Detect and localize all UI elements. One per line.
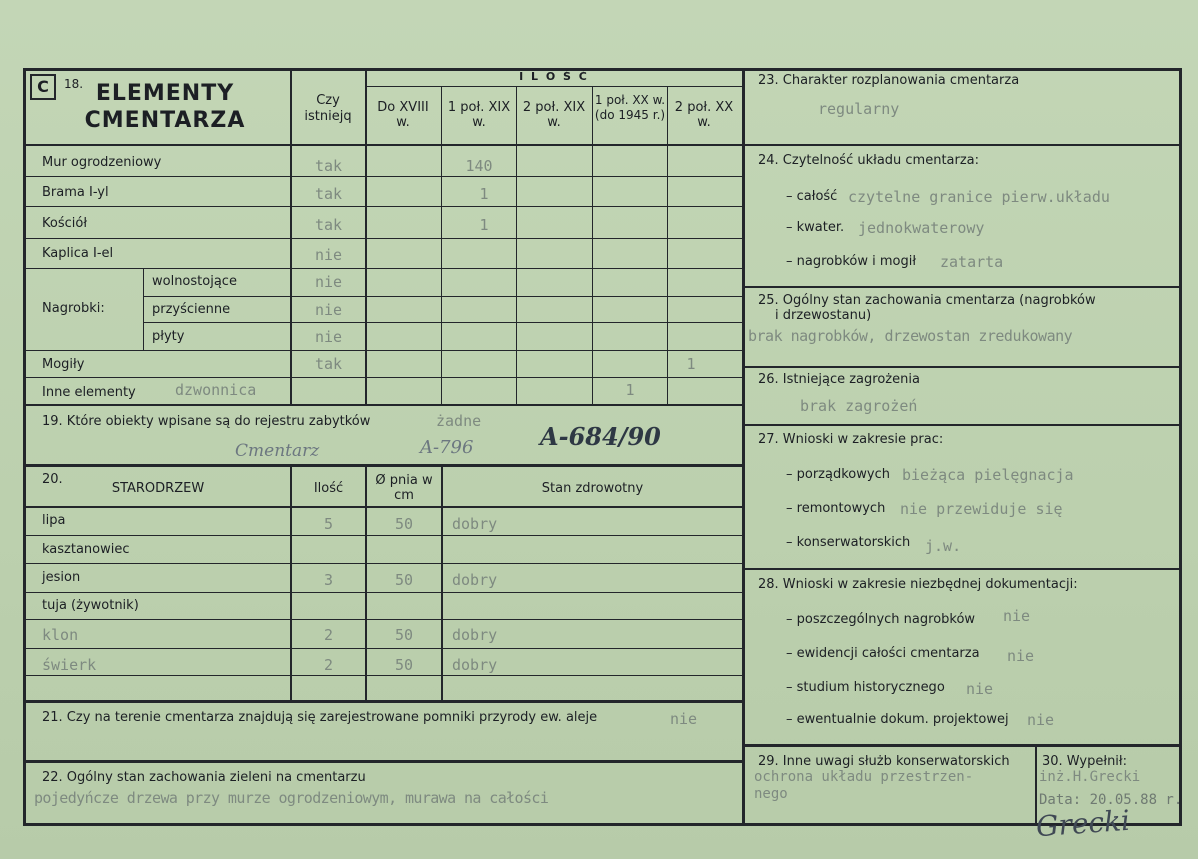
q30-label: 30. Wypełnił:	[1042, 754, 1127, 769]
quantity-value: 140	[465, 157, 493, 175]
q29-value: ochrona układu przestrzen-	[754, 769, 974, 785]
q25-value: brak nagrobków, drzewostan zredukowany	[748, 327, 1073, 345]
section-title-1: ELEMENTY	[95, 81, 235, 106]
quantity-value: 1	[625, 381, 635, 399]
tree-count: 2	[323, 656, 334, 674]
tree-name: kasztanowiec	[42, 542, 130, 557]
exists-value: nie	[314, 246, 343, 264]
q24-item-label: – kwater.	[786, 220, 845, 235]
exists-value: nie	[314, 301, 343, 319]
q25-label: i drzewostanu)	[775, 308, 872, 323]
nagrobki-label: Nagrobki:	[42, 301, 105, 316]
ilosc-header: I L O Ś Ć	[519, 70, 589, 83]
tree-diameter: 50	[394, 571, 414, 589]
tree-state: dobry	[452, 571, 498, 589]
q28-item-value: nie	[1007, 647, 1035, 665]
q28-item-label: – ewidencji całości cmentarza	[786, 646, 980, 661]
q22-value: pojedyńcze drzewa przy murze ogrodzeniowym, murawa na całości	[34, 789, 549, 807]
q19-label: 19. Które obiekty wpisane są do rejestru zabytków	[42, 414, 371, 429]
exists-value: nie	[314, 273, 343, 291]
inne-value: dzwonnica	[175, 381, 257, 399]
q24-item-value: czytelne granice pierw.układu	[848, 188, 1110, 206]
tree-name: świerk	[42, 656, 97, 674]
tree-diameter: 50	[394, 656, 414, 674]
q28-item-value: nie	[1027, 711, 1055, 729]
s21-bottom	[26, 760, 742, 763]
period-header: Do XVIII w.	[377, 100, 429, 130]
tree-name: klon	[42, 626, 79, 644]
corner-letter-box: C	[30, 74, 56, 100]
row-label: wolnostojące	[152, 274, 237, 289]
q28-item-value: nie	[966, 680, 994, 698]
row-label: Inne elementy	[42, 385, 136, 400]
q24-item-label: – całość	[786, 189, 838, 204]
row-label: Kościół	[42, 216, 88, 231]
q24-item-value: jednokwaterowy	[858, 219, 985, 237]
q24-item-value: zatarta	[940, 253, 1004, 271]
period-header: 2 poł. XX w.	[674, 100, 734, 130]
q27-item-label: – porządkowych	[786, 467, 890, 482]
q27-item-label: – remontowych	[786, 501, 886, 516]
q28-item-label: – ewentualnie dokum. projektowej	[786, 712, 1009, 727]
q20-col-ilosc: Ilość	[313, 481, 344, 496]
exists-value: nie	[314, 328, 343, 346]
row-label: przyścienne	[152, 302, 231, 317]
q27-item-label: – konserwatorskich	[786, 535, 911, 550]
q19-value: żadne	[436, 412, 482, 430]
quantity-value: 1	[686, 355, 696, 373]
signature: Grecki	[1034, 803, 1131, 844]
quantity-value: 1	[479, 216, 489, 234]
q27-item-value: nie przewiduje się	[900, 500, 1063, 518]
q28-item-value: nie	[1003, 607, 1031, 625]
period-header: 1 poł. XX w. (do 1945 r.)	[594, 93, 666, 122]
tree-diameter: 50	[394, 626, 414, 644]
q20-title: STARODRZEW	[111, 481, 205, 496]
q24-item-label: – nagrobków i mogił	[786, 254, 917, 269]
row-label: Brama I-yl	[42, 185, 109, 200]
q29-label: 29. Inne uwagi służb konserwatorskich	[758, 754, 1010, 769]
tree-state: dobry	[452, 626, 498, 644]
q20-col-diameter: Ø pnia w cm	[375, 473, 433, 503]
period-header: 2 poł. XIX w.	[522, 100, 586, 130]
q26-value: brak zagrożeń	[800, 397, 918, 415]
exists-value: tak	[314, 216, 343, 234]
q22-label: 22. Ogólny stan zachowania zieleni na cmentarzu	[42, 770, 366, 785]
q24-label: 24. Czytelność układu cmentarza:	[758, 153, 980, 168]
tree-state: dobry	[452, 515, 498, 533]
q28-label: 28. Wnioski w zakresie niezbędnej dokumentacji:	[758, 577, 1078, 592]
q20-number: 20.	[42, 472, 63, 487]
row-label: Mogiły	[42, 357, 85, 372]
tree-count: 2	[323, 626, 334, 644]
quantity-value: 1	[479, 185, 489, 203]
tree-diameter: 50	[394, 515, 414, 533]
row-label: Kaplica I-el	[42, 246, 114, 261]
frame-bottom	[23, 823, 1182, 826]
q27-item-value: j.w.	[925, 537, 962, 555]
row-label: płyty	[152, 329, 185, 344]
section-title-2: CMENTARZA	[84, 108, 246, 133]
q28-item-label: – studium historycznego	[786, 680, 945, 695]
q21-value: nie	[670, 710, 698, 728]
q29-value: nego	[754, 786, 788, 802]
s18-bottom	[26, 404, 742, 406]
period-header: 1 poł. XIX w.	[447, 100, 511, 130]
exists-value: tak	[314, 157, 343, 175]
exists-value: tak	[314, 185, 343, 203]
section-number: 18.	[64, 77, 84, 91]
q20-col-state: Stan zdrowotny	[541, 481, 644, 496]
q21-label: 21. Czy na terenie cmentarza znajdują się zarejestrowane pomniki przyrody ew. aleje	[42, 710, 598, 725]
frame-left	[23, 68, 26, 826]
q27-item-value: bieżąca pielęgnacja	[902, 466, 1074, 484]
s20-bottom	[26, 700, 742, 703]
tree-name: lipa	[42, 513, 66, 528]
tree-count: 3	[323, 571, 334, 589]
ilosc-underline	[366, 86, 742, 87]
q30-date: Data: 20.05.88 r.	[1039, 792, 1183, 808]
tree-count: 5	[323, 515, 334, 533]
col-exists-header: Czy istniejq	[304, 93, 352, 124]
q19-handwriting: A-796	[420, 437, 474, 458]
q19-handwriting: Cmentarz	[235, 441, 320, 461]
tree-name: jesion	[42, 570, 81, 585]
q23-value: regularny	[818, 100, 900, 118]
q25-label: 25. Ogólny stan zachowania cmentarza (nagrobków	[758, 293, 1096, 308]
q27-label: 27. Wnioski w zakresie prac:	[758, 432, 944, 447]
q23-label: 23. Charakter rozplanowania cmentarza	[758, 73, 1020, 88]
s18-header-bottom	[26, 144, 742, 146]
q30-name: inż.H.Grecki	[1039, 769, 1141, 785]
tree-name: tuja (żywotnik)	[42, 598, 139, 613]
frame-right	[1179, 68, 1182, 826]
q19-handwriting: A-684/90	[540, 422, 661, 451]
tree-state: dobry	[452, 656, 498, 674]
exists-value: tak	[314, 355, 343, 373]
row-label: Mur ogrodzeniowy	[42, 155, 162, 170]
q28-item-label: – poszczególnych nagrobków	[786, 612, 976, 627]
q26-label: 26. Istniejące zagrożenia	[758, 372, 920, 387]
column-divider	[742, 68, 745, 826]
s19-bottom	[26, 464, 742, 467]
